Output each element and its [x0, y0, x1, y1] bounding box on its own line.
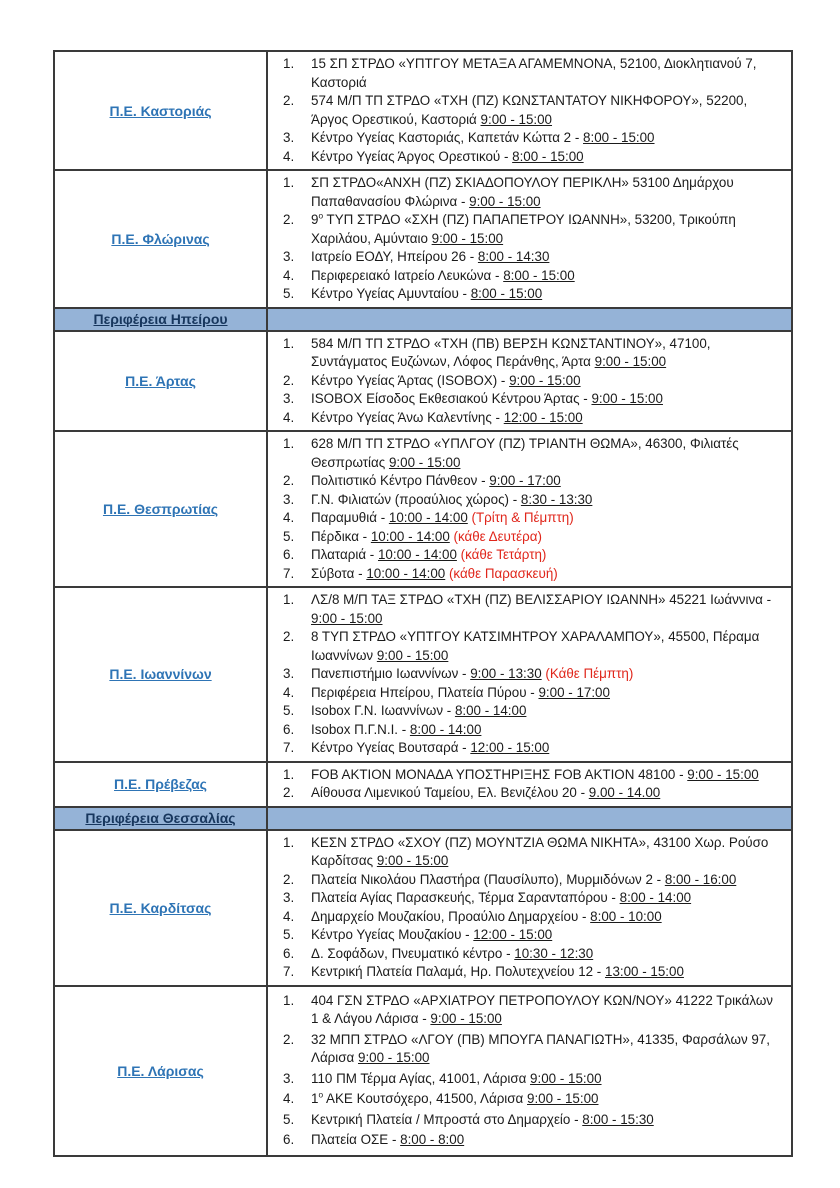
location-number: 4.: [283, 409, 295, 425]
opening-hours: 13:00 - 15:00: [605, 964, 684, 979]
location-item: [268, 565, 785, 584]
region-row: [55, 430, 791, 586]
locations-cell: [268, 332, 791, 431]
location-name: Isobox Γ.Ν. Ιωαννίνων -: [311, 703, 455, 718]
location-text: [311, 628, 785, 665]
location-item: [268, 834, 785, 871]
region-group-header-row: [55, 307, 791, 330]
location-name: ISOBOX Είσοδος Εκθεσιακού Κέντρου Άρτας -: [311, 391, 592, 406]
region-row: [55, 761, 791, 806]
locations-list: [268, 834, 785, 982]
location-text: [311, 945, 785, 964]
location-number: 5.: [283, 286, 295, 301]
location-item: [268, 148, 785, 167]
location-item: [268, 211, 785, 248]
opening-hours: 9:00 - 15:00: [527, 1091, 599, 1106]
location-item: [268, 129, 785, 148]
location-number: 7.: [283, 964, 295, 979]
location-name: Κέντρο Υγείας Βουτσαρά -: [311, 740, 471, 755]
location-item: [268, 945, 785, 964]
locations-list: [268, 992, 785, 1150]
location-number: 3.: [283, 130, 295, 145]
location-number: 7.: [283, 565, 295, 581]
location-name: Δ. Σοφάδων, Πνευματικό κέντρο -: [311, 945, 515, 961]
location-number: 2.: [283, 93, 295, 108]
location-name: ΣΠ ΣΤΡΔΟ«ΑΝΧΗ (ΠΖ) ΣΚΙΑΔΟΠΟΥΛΟΥ ΠΕΡΙΚΛΗ» 53100 Δημάρχου Παπαθανασίου Φλώρινα -: [311, 175, 734, 209]
locations-cell: [268, 52, 791, 169]
region-link[interactable]: Π.Ε. Θεσπρωτίας: [102, 501, 219, 517]
locations-cell: [268, 831, 791, 985]
location-item: [268, 926, 785, 945]
opening-hours: 9:00 - 15:00: [530, 1070, 602, 1086]
locations-cell: [268, 432, 791, 586]
location-number: 4.: [283, 267, 295, 283]
location-number: 2.: [283, 473, 295, 488]
locations-list: [268, 766, 785, 803]
location-number: 4.: [283, 510, 295, 525]
location-name: Κέντρο Υγείας Αμυνταίου -: [311, 286, 471, 301]
location-text: [311, 963, 785, 982]
location-number: 6.: [283, 547, 295, 562]
region-name-cell: [55, 332, 268, 431]
opening-hours: 8:00 - 14:00: [454, 703, 527, 718]
day-note: (Κάθε Πέμπτη): [541, 666, 634, 681]
region-name-cell: [55, 52, 268, 169]
location-name: 9: [311, 212, 319, 227]
location-text: [311, 1131, 785, 1150]
location-text: [311, 148, 785, 167]
locations-cell: [268, 171, 791, 307]
location-name: ΤΥΠ ΣΤΡΔΟ «ΣΧΗ (ΠΖ) ΠΑΠΑΠΕΤΡΟΥ ΙΩΑΝΝΗ», 53200, Τρικούπη Χαριλάου, Αμύνταιο: [311, 212, 736, 246]
location-item: [268, 871, 785, 890]
location-text: [311, 665, 785, 684]
location-text: [311, 129, 785, 148]
location-number: 5.: [283, 703, 295, 718]
region-group-header-row: [55, 806, 791, 829]
locations-list: [268, 435, 785, 583]
location-item: [268, 702, 785, 721]
location-item: [268, 409, 785, 428]
location-item: [268, 1111, 785, 1130]
region-name-cell: [55, 987, 268, 1155]
location-name: 404 ΓΣΝ ΣΤΡΔΟ «ΑΡΧΙΑΤΡΟΥ ΠΕΤΡΟΠΟΥΛΟΥ ΚΩΝ/ΝΟΥ» 41222 Τρικάλων 1 & Λάγου Λάρισα -: [311, 992, 773, 1026]
locations-list: [268, 335, 785, 428]
opening-hours: 8:00 - 15:00: [503, 267, 575, 283]
location-item: [268, 1031, 785, 1068]
opening-hours: 12:00 - 15:00: [473, 927, 553, 942]
location-name: Ιατρείο ΕΟΔΥ, Ηπείρου 26 -: [311, 249, 478, 264]
opening-hours: 9:00 - 15:00: [469, 193, 541, 209]
region-link[interactable]: Π.Ε. Άρτας: [125, 372, 196, 389]
location-text: [311, 491, 785, 510]
region-name-cell: [55, 831, 268, 985]
region-name-cell: [55, 588, 268, 761]
locations-cell: [268, 987, 791, 1155]
location-item: [268, 684, 785, 703]
location-item: [268, 285, 785, 304]
location-text: [311, 992, 785, 1029]
location-number: 2.: [283, 785, 295, 800]
location-text: [311, 591, 785, 628]
location-item: [268, 889, 785, 908]
opening-hours: 10:00 - 14:00: [388, 510, 468, 525]
location-name: Κέντρο Υγείας Άρτας (ISOBOX) -: [311, 372, 510, 388]
location-item: [268, 390, 785, 409]
location-text: [311, 1070, 785, 1089]
location-item: [268, 174, 785, 211]
location-number: 1.: [283, 834, 295, 850]
location-text: [311, 871, 785, 890]
location-name: 110 ΠΜ Τέρμα Αγίας, 41001, Λάρισα: [311, 1070, 531, 1086]
location-number: 4.: [283, 148, 295, 164]
location-number: 4.: [283, 1091, 295, 1106]
opening-hours: 12:00 - 15:00: [470, 740, 550, 755]
location-item: [268, 372, 785, 391]
location-name: Κεντρική Πλατεία / Μπροστά στο Δημαρχείο -: [311, 1111, 583, 1127]
opening-hours: 9:00 - 15:00: [376, 853, 449, 868]
opening-hours: 9:00 - 15:00: [591, 391, 663, 406]
location-item: [268, 472, 785, 491]
opening-hours: 8:00 - 15:00: [470, 286, 543, 301]
location-name: Κέντρο Υγείας Άνω Καλεντίνης -: [311, 409, 504, 425]
opening-hours: 8:00 - 15:30: [582, 1111, 654, 1127]
opening-hours: 8:00 - 14:00: [409, 721, 482, 737]
location-text: [311, 565, 785, 584]
day-note: (κάθε Δευτέρα): [449, 528, 542, 544]
location-item: [268, 509, 785, 528]
location-text: [311, 1111, 785, 1130]
location-item: [268, 435, 785, 472]
location-name: Πλατεία Αγίας Παρασκευής, Τέρμα Σαρανταπόρου -: [311, 890, 620, 905]
region-row: [55, 330, 791, 431]
opening-hours: 9:00 - 15:00: [594, 354, 667, 369]
region-group-header-cell: [55, 808, 268, 829]
location-text: [311, 546, 785, 565]
location-number: 2.: [283, 1031, 295, 1047]
opening-hours: 10:00 - 14:00: [366, 565, 446, 581]
location-name: Περιφερειακό Ιατρείο Λευκώνα -: [311, 267, 504, 283]
region-link[interactable]: Π.Ε. Φλώρινας: [111, 230, 210, 247]
location-number: 7.: [283, 740, 295, 755]
location-number: 3.: [283, 249, 295, 264]
location-name: Isobox Π.Γ.Ν.Ι. -: [311, 721, 410, 737]
region-link[interactable]: Π.Ε. Καστοριάς: [109, 102, 212, 119]
vaccination-locations-table: [53, 50, 793, 1157]
locations-cell: [268, 588, 791, 761]
region-group-label[interactable]: Περιφέρεια Ηπείρου: [93, 310, 228, 327]
location-number: 2.: [283, 629, 295, 644]
location-name: Πλατεία Νικολάου Πλαστήρα (Παυσίλυπο), Μυρμιδόνων 2 -: [311, 871, 665, 887]
ordinal-superscript: ο: [318, 210, 324, 221]
opening-hours: 9:00 - 15:00: [509, 372, 581, 388]
region-name-cell: [55, 171, 268, 307]
location-number: 2.: [283, 372, 295, 388]
location-item: [268, 55, 785, 92]
location-text: [311, 834, 785, 871]
location-number: 1.: [283, 175, 295, 190]
location-item: [268, 248, 785, 267]
location-name: Κέντρο Υγείας Καστοριάς, Καπετάν Κώττα 2 -: [311, 130, 584, 145]
location-name: Πολιτιστικό Κέντρο Πάνθεον -: [311, 473, 490, 488]
location-text: [311, 908, 785, 927]
opening-hours: 8:00 - 15:00: [583, 130, 655, 145]
location-number: 2.: [283, 212, 295, 227]
locations-list: [268, 174, 785, 304]
location-name: Πλατεία ΟΣΕ -: [311, 1132, 401, 1147]
location-text: [311, 174, 785, 211]
location-number: 3.: [283, 391, 295, 406]
location-text: [311, 926, 785, 945]
region-row: [55, 829, 791, 985]
region-link[interactable]: Π.Ε. Λάρισας: [117, 1062, 204, 1079]
opening-hours: 9.00 - 14.00: [588, 785, 661, 800]
location-item: [268, 1070, 785, 1089]
location-item: [268, 963, 785, 982]
opening-hours: 9:00 - 15:00: [480, 111, 553, 127]
location-item: [268, 908, 785, 927]
location-text: [311, 889, 785, 908]
day-note: (κάθε Παρασκευή): [445, 565, 558, 581]
opening-hours: 9:00 - 15:00: [376, 647, 449, 663]
opening-hours: 8:00 - 8:00: [400, 1132, 465, 1147]
location-text: [311, 1090, 785, 1109]
opening-hours: 9:00 - 15:00: [431, 230, 504, 246]
opening-hours: 8:30 - 13:30: [520, 491, 593, 507]
location-number: 5.: [283, 927, 295, 942]
location-text: [311, 335, 785, 372]
location-text: [311, 684, 785, 703]
location-item: [268, 721, 785, 740]
region-group-header-cell: [55, 309, 268, 330]
location-name: 8 ΤΥΠ ΣΤΡΔΟ «ΥΠΤΓΟΥ ΚΑΤΣΙΜΗΤΡΟΥ ΧΑΡΑΛΑΜΠΟΥ», 45500, Πέραμα Ιωαννίνων: [311, 629, 760, 663]
region-link[interactable]: Π.Ε. Καρδίτσας: [109, 899, 212, 916]
location-name: Σύβοτα -: [311, 565, 367, 581]
location-text: [311, 766, 785, 785]
location-item: [268, 528, 785, 547]
location-name: ΛΣ/8 Μ/Π ΤΑΞ ΣΤΡΔΟ «ΤΧΗ (ΠΖ) ΒΕΛΙΣΣΑΡΙΟΥ ΙΩΑΝΝΗ» 45221 Ιωάννινα -: [311, 592, 772, 607]
location-text: [311, 248, 785, 267]
location-item: [268, 784, 785, 803]
location-text: [311, 92, 785, 129]
region-row: [55, 52, 791, 169]
location-text: [311, 409, 785, 428]
location-number: 2.: [283, 871, 295, 887]
location-name: Πανεπιστήμιο Ιωαννίνων -: [311, 666, 471, 681]
location-name: Κέντρο Υγείας Άργος Ορεστικού -: [311, 148, 513, 164]
location-name: Αίθουσα Λιμενικού Ταμείου, Ελ. Βενιζέλου 20 -: [311, 785, 589, 800]
location-number: 1.: [283, 592, 295, 607]
region-group-label[interactable]: Περιφέρεια Θεσσαλίας: [85, 809, 236, 826]
location-name: ΚΕΣΝ ΣΤΡΔΟ «ΣΧΟΥ (ΠΖ) ΜΟΥΝΤΖΙΑ ΘΩΜΑ ΝΙΚΗΤΑ», 43100 Χωρ. Ρούσο Καρδίτσας: [311, 834, 769, 868]
region-row: [55, 169, 791, 307]
location-name: 628 Μ/Π ΤΠ ΣΤΡΔΟ «ΥΠΛΓΟΥ (ΠΖ) ΤΡΙΑΝΤΗ ΘΩΜΑ», 46300, Φιλιατές Θεσπρωτίας: [311, 436, 739, 470]
location-name: 574 Μ/Π ΤΠ ΣΤΡΔΟ «ΤΧΗ (ΠΖ) ΚΩΝΣΤΑΝΤΑΤΟΥ ΝΙΚΗΦΟΡΟΥ», 52200, Άργος Ορεστικού, Καστοριά: [311, 93, 748, 127]
location-item: [268, 491, 785, 510]
location-number: 6.: [283, 1132, 295, 1147]
day-note: (κάθε Τετάρτη): [456, 547, 547, 562]
location-number: 1.: [283, 436, 295, 451]
location-name: Παραμυθιά -: [311, 510, 389, 525]
location-text: [311, 721, 785, 740]
region-group-header-empty-cell: [268, 309, 791, 330]
opening-hours: 8:00 - 16:00: [664, 871, 737, 887]
location-text: [311, 55, 785, 92]
opening-hours: 9:00 - 15:00: [687, 766, 759, 782]
location-text: [311, 509, 785, 528]
opening-hours: 8:00 - 14:30: [477, 249, 550, 264]
location-text: [311, 390, 785, 409]
location-name: 584 Μ/Π ΤΠ ΣΤΡΔΟ «ΤΧΗ (ΠΒ) ΒΕΡΣΗ ΚΩΝΣΤΑΝΤΙΝΟΥ», 47100, Συντάγματος Ευζώνων, Λόφος Περάνθης, Άρτα: [311, 335, 711, 369]
opening-hours: 9:00 - 15:00: [311, 610, 383, 626]
location-name: Περιφέρεια Ηπείρου, Πλατεία Πύρου -: [311, 684, 539, 700]
location-number: 3.: [283, 1070, 295, 1086]
region-link[interactable]: Π.Ε. Ιωαννίνων: [109, 666, 212, 683]
location-item: [268, 335, 785, 372]
location-item: [268, 628, 785, 665]
location-number: 3.: [283, 491, 295, 507]
location-name: 15 ΣΠ ΣΤΡΔΟ «ΥΠΤΓΟΥ ΜΕΤΑΞΑ ΑΓΑΜΕΜΝΟΝΑ, 52100, Διοκλητιανού 7, Καστοριά: [311, 56, 757, 90]
location-text: [311, 285, 785, 304]
location-number: 1.: [283, 335, 295, 351]
region-row: [55, 985, 791, 1155]
region-row: [55, 586, 791, 761]
location-number: 3.: [283, 890, 295, 905]
opening-hours: 9:00 - 17:00: [538, 684, 610, 700]
location-name: Κέντρο Υγείας Μουζακίου -: [311, 927, 474, 942]
location-item: [268, 1090, 785, 1109]
location-text: [311, 1031, 785, 1068]
opening-hours: 8:00 - 10:00: [590, 908, 662, 924]
location-number: 4.: [283, 908, 295, 924]
location-number: 1.: [283, 992, 295, 1008]
location-text: [311, 739, 785, 758]
location-item: [268, 739, 785, 758]
location-name: Δημαρχείο Μουζακίου, Προαύλιο Δημαρχείου -: [311, 908, 591, 924]
opening-hours: 9:00 - 15:00: [388, 454, 461, 470]
location-name: Πέρδικα -: [311, 528, 371, 544]
location-text: [311, 267, 785, 286]
locations-cell: [268, 763, 791, 806]
opening-hours: 9:00 - 15:00: [430, 1011, 502, 1026]
location-text: [311, 528, 785, 547]
location-name: ΑΚΕ Κουτσόχερο, 41500, Λάρισα: [323, 1091, 528, 1106]
region-name-cell: [55, 432, 268, 586]
day-note: (Τρίτη & Πέμπτη): [467, 510, 574, 525]
location-name: 1: [311, 1091, 319, 1106]
opening-hours: 12:00 - 15:00: [503, 409, 583, 425]
location-text: [311, 702, 785, 721]
location-number: 1.: [283, 766, 295, 782]
location-text: [311, 784, 785, 803]
location-number: 6.: [283, 945, 295, 961]
location-name: Κεντρική Πλατεία Παλαμά, Ηρ. Πολυτεχνείου 12 -: [311, 964, 605, 979]
location-name: Πλαταριά -: [311, 547, 378, 562]
location-item: [268, 1131, 785, 1150]
location-item: [268, 546, 785, 565]
location-number: 5.: [283, 528, 295, 544]
location-item: [268, 766, 785, 785]
opening-hours: 10:00 - 14:00: [370, 528, 450, 544]
region-group-header-empty-cell: [268, 808, 791, 829]
opening-hours: 9:00 - 15:00: [358, 1050, 430, 1065]
opening-hours: 9:00 - 13:30: [470, 666, 542, 681]
opening-hours: 10:00 - 14:00: [377, 547, 457, 562]
opening-hours: 8:00 - 14:00: [619, 890, 692, 905]
ordinal-superscript: ο: [318, 1089, 324, 1100]
location-name: 32 ΜΠΠ ΣΤΡΔΟ «ΛΓΟΥ (ΠΒ) ΜΠΟΥΓΑ ΠΑΝΑΓΙΩΤΗ», 41335, Φαρσάλων 97, Λάρισα: [311, 1031, 770, 1065]
location-item: [268, 267, 785, 286]
location-name: FOB AKTION ΜΟΝΑΔΑ ΥΠΟΣΤΗΡΙΞΗΣ FOB AKTION 48100 -: [311, 766, 688, 782]
location-text: [311, 211, 785, 248]
opening-hours: 9:00 - 17:00: [489, 473, 561, 488]
region-link[interactable]: Π.Ε. Πρέβεζας: [114, 776, 207, 792]
locations-list: [268, 55, 785, 166]
location-number: 3.: [283, 666, 295, 681]
location-text: [311, 435, 785, 472]
location-number: 4.: [283, 684, 295, 700]
location-text: [311, 472, 785, 491]
location-item: [268, 92, 785, 129]
location-name: Γ.Ν. Φιλιατών (προαύλιος χώρος) -: [311, 491, 521, 507]
opening-hours: 10:30 - 12:30: [514, 945, 594, 961]
location-text: [311, 372, 785, 391]
region-name-cell: [55, 763, 268, 806]
location-item: [268, 665, 785, 684]
location-number: 5.: [283, 1111, 295, 1127]
location-item: [268, 992, 785, 1029]
location-number: 1.: [283, 56, 295, 71]
locations-list: [268, 591, 785, 758]
location-number: 6.: [283, 721, 295, 737]
opening-hours: 8:00 - 15:00: [512, 148, 584, 164]
location-item: [268, 591, 785, 628]
